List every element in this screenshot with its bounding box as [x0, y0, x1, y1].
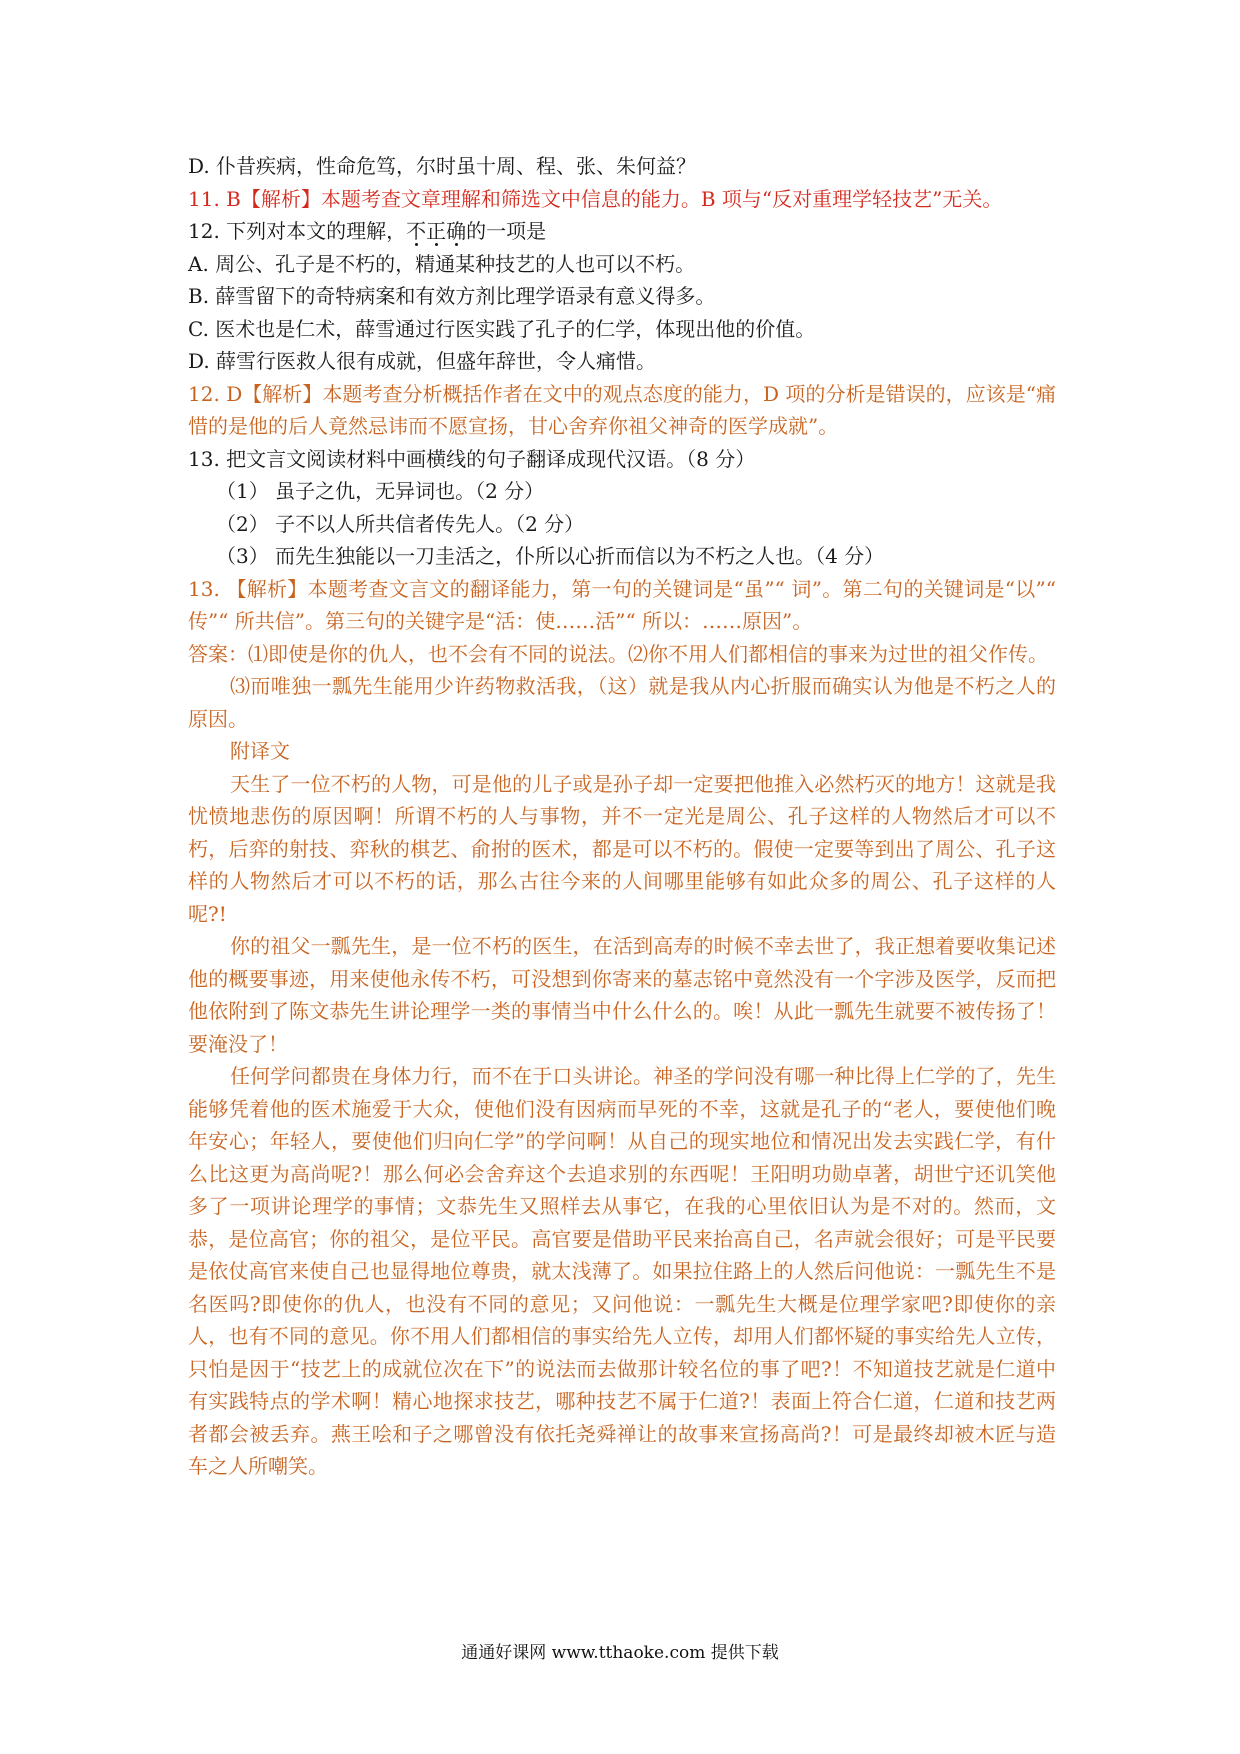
option-b: B. 薛雪留下的奇特病案和有效方剂比理学语录有意义得多。	[188, 284, 716, 308]
emphasis-char-3: 确	[446, 219, 467, 243]
question-12	[188, 215, 1056, 248]
option-a: A. 周公、孔子是不朽的，精通某种技艺的人也可以不朽。	[188, 251, 696, 276]
answer-12-analysis: 12. D【解析】本题考查分析概括作者在文中的观点态度的能力，D 项的分析是错误的，应该是“痛惜的是他的后人竟然忌讳而不愿宣扬，甘心舍弃你祖父神奇的医学成就”。	[188, 381, 1056, 438]
translation-paragraph-3: 任何学问都贵在身体力行，而不在于口头讲论。神圣的学问没有哪一种比得上仁学的了，先生能够凭着他的医术施爱于大众，使他们没有因病而早死的不幸，这就是孔子的“老人，要使他们晚年安心；年轻人，要使他们归向仁学”的学问啊！从自己的现实地位和情况出发去实践仁学，有什么比这更为高尚呢?！那么何必会舍弃这个去追求别的东西呢！王阳明功勋卓著，胡世宁还讥笑他多了一项讲论理学的事情；文恭先生又照样去从事它，在我的心里依旧认为是不对的。然而，文恭，是位高官；你的祖父，是位平民。高官要是借助平民来抬高自己，名声就会很好；可是平民要是依仗高官来使自己也显得地位尊贵，就太浅薄了。如果拉住路上的人然后问他说：一瓢先生不是名医吗?即使你的仇人，也没有不同的意见；又问他说：一瓢先生大概是位理学家吧?即使你的亲人，也有不同的意见。你不用人们都相信的事实给先人立传，却用人们都怀疑的事实给先人立传，只怕是因于“技艺上的成就位次在下”的说法而去做那计较名位的事了吧?！不知道技艺就是仁道中有实践特点的学术啊！精心地探求技艺，哪种技艺不属于仁道?！表面上符合仁道，仁道和技艺两者都会被丢弃。燕王哙和子之哪曾没有依托尧舜禅让的故事来宣扬高尚?！可是最终却被木匠与造车之人所嘲笑。	[188, 1064, 1056, 1478]
question-12-prefix: 12. 下列对本文的理解，	[188, 219, 407, 243]
answer-13-text-3: ⑶而唯独一瓢先生能用少许药物救活我，（这）就是我从内心折服而确实认为他是不朽之人的原因。	[188, 674, 1056, 731]
question-13: 13. 把文言文阅读材料中画横线的句子翻译成现代汉语。（8 分）	[188, 446, 756, 471]
question-13-item-1: （1） 虽子之仇，无异词也。（2 分）	[216, 479, 545, 503]
translation-paragraph-2: 你的祖父一瓢先生，是一位不朽的医生，在活到高寿的时候不幸去世了，我正想着要收集记述他的概要事迹，用来使他永传不朽，可没想到你寄来的墓志铭中竟然没有一个字涉及医学，反而把他依附到了陈文恭先生讲论理学一类的事情当中什么什么的。唉！从此一瓢先生就要不被传扬了！要淹没了！	[188, 934, 1056, 1056]
answer-13-text: 答案：⑴即使是你的仇人，也不会有不同的说法。⑵你不用人们都相信的事来为过世的祖父作传。	[188, 641, 1048, 666]
option-c: C. 医术也是仁术，薛雪通过行医实践了孔子的仁学，体现出他的价值。	[188, 316, 816, 341]
emphasis-char-2: 正	[426, 219, 447, 243]
question-12-suffix: 的一项是	[466, 219, 547, 243]
translation-heading: 附译文	[230, 739, 290, 763]
option-d: D. 薛雪行医救人很有成就，但盛年辞世，令人痛惜。	[188, 349, 657, 373]
page-footer: 通通好课网 www.tthaoke.com 提供下载	[461, 1643, 779, 1663]
option-d-line: D. 仆昔疾病，性命危笃，尔时虽十周、程、张、朱何益？	[188, 154, 697, 178]
answer-13-analysis: 13. 【解析】本题考查文言文的翻译能力，第一句的关键词是“虽”“ 词”。第二句的关键词是“以”“ 传”“ 所共信”。第三句的关键字是“活：使……活”“ 所以：……原因”。	[188, 576, 1056, 633]
document-page	[188, 150, 1056, 1483]
emphasis-char-1: 不	[406, 219, 427, 243]
translation-paragraph-1: 天生了一位不朽的人物，可是他的儿子或是孙子却一定要把他推入必然朽灭的地方！这就是我忧愤地悲伤的原因啊！所谓不朽的人与事物，并不一定光是周公、孔子这样的人物然后才可以不朽，后弈的射技、弈秋的棋艺、俞拊的医术，都是可以不朽的。假使一定要等到出了周公、孔子这样的人物然后才可以不朽的话，那么古往今来的人间哪里能够有如此众多的周公、孔子这样的人呢?!	[188, 771, 1056, 926]
answer-11-analysis: 11. B【解析】本题考查文章理解和筛选文中信息的能力。B 项与“反对重理学轻技艺”无关。	[188, 186, 1003, 211]
question-13-item-2: （2） 子不以人所共信者传先人。（2 分）	[216, 511, 585, 536]
question-13-item-3: （3） 而先生独能以一刀圭活之，仆所以心折而信以为不朽之人也。（4 分）	[216, 544, 885, 568]
